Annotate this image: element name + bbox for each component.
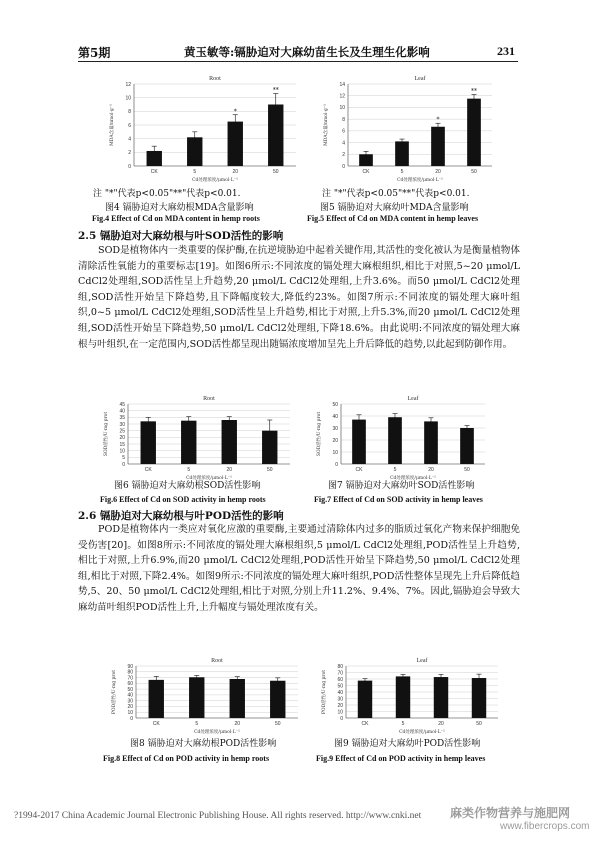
x-tick-label: 50 [476,721,482,727]
y-tick-label: 80 [337,663,343,670]
y-tick-label: 0 [122,461,125,468]
y-tick-label: 10 [332,449,338,456]
x-tick-label: 20 [226,467,233,473]
x-tick-label: 50 [266,467,273,473]
watermark-url: www.fibercrops.com [500,821,590,832]
bar [141,421,156,464]
y-tick-label: 60 [127,681,133,688]
fig4-caption-en: Fig.4 Effect of Cd on MDA content in hemp roots [92,214,260,223]
y-tick-label: 10 [119,448,125,455]
bar [388,417,402,464]
significance-label: ** [471,88,477,96]
bar [189,677,204,718]
y-tick-label: 30 [332,425,338,432]
y-tick-label: 20 [337,702,343,709]
section-2-5-body [78,243,520,352]
section-heading-2-5: 2.5 镉胁迫对大麻幼根与叶SOD活性的影响 [78,230,284,242]
x-tick-label: 20 [232,169,239,175]
bar [352,420,366,464]
y-axis-label: POD活性/U·mg prot [112,669,117,715]
fig9-caption-en: Fig.9 Effect of Cd on POD activity in hemp leaves [316,754,486,763]
issue-number: 第5期 [78,46,111,60]
x-tick-label: 50 [464,467,470,473]
y-tick-label: 6 [342,128,345,135]
x-tick-label: 5 [400,169,404,175]
y-tick-label: 5 [122,455,125,462]
y-tick-label: 40 [332,413,338,420]
y-axis-label: SOD活性/U·mg prot [317,411,322,457]
bar [230,679,245,718]
y-tick-label: 50 [332,401,338,408]
y-tick-label: 0 [335,461,338,468]
x-tick-label: 20 [438,721,444,727]
y-axis-label: MDA含量/nmol·g⁻¹ [110,104,115,146]
y-axis-label: SOD活性/U·mg prot [104,411,109,457]
bar [396,676,410,718]
x-tick-label: CK [144,467,152,473]
bar [395,141,409,166]
y-tick-label: 0 [128,163,131,170]
x-tick-label: CK [361,721,369,727]
y-tick-label: 14 [339,81,345,88]
y-tick-label: 2 [128,150,131,157]
section-2-6-paragraph: POD是植物体内一类应对氧化应激的重要酶,主要通过清除体内过多的脂质过氧化产物来保护细胞免受伤害[20]。如图8所示:不同浓度的镉处理大麻根组织,5 μmol/L CdCl2处理组,POD活性呈上升趋势,相比于对照,上升6.9%,而20 μmol/L CdCl2处理组,POD活性开始呈下降趋势,50 μmol/L CdCl2处理组,相比于对照,下降2.4%。如图9所示:不同浓度的镉处理大麻叶组织,POD活性整体呈现先上升后降低趋势,5、20、50 μmol/L CdCl2处理组,相比于对照,分别上升11.2%、9.4%、7%。因此,镉胁迫会导致大麻幼苗叶组织POD活性上升,上升幅度与镉处理浓度有关。 [78,524,520,613]
chart-fig7 [313,392,495,482]
chart-title: Root [203,396,215,402]
x-axis-label: Cd处理浓度/μmol·L⁻¹ [192,178,238,183]
y-tick-label: 20 [119,435,125,442]
chart-title: Root [209,76,221,82]
x-tick-label: 5 [393,467,397,473]
x-axis-label: Cd处理浓度/μmol·L⁻¹ [186,476,232,481]
x-tick-label: CK [152,721,160,727]
x-tick-label: 20 [428,467,434,473]
bar [222,420,237,464]
y-tick-label: 10 [127,710,133,717]
y-tick-label: 2 [342,152,345,159]
page-number: 231 [497,44,515,58]
fig9-caption-cn: 图9 镉胁迫对大麻幼叶POD活性影响 [334,739,481,749]
significance-note-right: 注 "*"代表p<0.05"**"代表p<0.01. [322,189,470,199]
significance-label: * [233,108,237,116]
x-tick-label: CK [355,467,363,473]
y-tick-label: 12 [125,81,131,88]
y-tick-label: 50 [127,686,133,693]
fig5-caption-en: Fig.5 Effect of Cd on MDA content in hemp leaves [307,214,479,223]
fig4-caption-cn: 图4 镉胁迫对大麻幼根MDA含量影响 [105,203,254,213]
bar [467,99,481,166]
x-axis-label: Cd处理浓度/μmol·L⁻¹ [399,730,445,735]
y-tick-label: 30 [119,421,125,428]
bar [270,681,285,718]
y-tick-label: 70 [127,675,133,682]
x-tick-label: CK [150,169,158,175]
bar [149,680,164,718]
y-axis-label: POD活性/U·mg prot [322,669,327,715]
y-tick-label: 90 [127,663,133,670]
y-tick-label: 40 [337,689,343,696]
chart-fig8 [108,654,308,736]
fig5-caption-cn: 图5 镉胁迫对大麻幼叶MDA含量影响 [320,203,469,213]
significance-label: * [436,116,440,124]
x-tick-label: 5 [187,467,191,473]
y-tick-label: 30 [337,696,343,703]
bar [358,681,372,718]
x-tick-label: 5 [195,721,199,727]
x-tick-label: 50 [471,169,477,175]
section-2-6-body [78,522,520,616]
y-tick-label: 0 [342,163,345,170]
y-tick-label: 25 [119,428,125,435]
x-tick-label: 50 [272,169,279,175]
y-tick-label: 40 [119,408,125,415]
chart-fig6 [100,392,300,482]
bar [472,678,486,718]
y-tick-label: 8 [342,116,345,123]
y-tick-label: 4 [128,136,131,143]
chart-fig5 [320,72,502,184]
significance-note-left: 注 "*"代表p<0.05"**"代表p<0.01. [93,189,241,199]
y-tick-label: 0 [130,715,133,722]
y-tick-label: 80 [127,669,133,676]
y-tick-label: 10 [339,105,345,112]
x-tick-label: 50 [274,721,281,727]
bar [424,421,438,464]
y-tick-label: 0 [340,715,343,722]
y-tick-label: 10 [337,709,343,716]
copyright-footer: ?1994-2017 China Academic Journal Electronic Publishing House. All rights reserved. http://www.cnki.net [14,811,422,821]
y-axis-label: MDA含量/nmol·g⁻¹ [324,104,329,146]
x-tick-label: 5 [401,721,405,727]
header-rule [78,61,518,62]
fig6-caption-cn: 图6 镉胁迫对大麻幼根SOD活性影响 [114,481,261,491]
x-tick-label: CK [362,169,370,175]
y-tick-label: 35 [119,415,125,422]
fig8-caption-en: Fig.8 Effect of Cd on POD activity in hemp roots [103,754,270,763]
y-tick-label: 70 [337,670,343,677]
bar [460,428,474,464]
bar [434,677,448,718]
chart-title: Leaf [414,76,426,82]
y-tick-label: 8 [128,109,131,116]
chart-title: Root [211,658,223,664]
x-axis-label: Cd处理浓度/μmol·L⁻¹ [390,476,436,481]
watermark-title: 麻类作物营养与施肥网 [450,806,571,820]
chart-fig9 [318,654,508,736]
x-axis-label: Cd处理浓度/μmol·L⁻¹ [194,730,240,735]
y-tick-label: 6 [128,122,131,129]
x-tick-label: 20 [435,169,441,175]
y-tick-label: 30 [127,698,133,705]
x-tick-label: 20 [234,721,241,727]
chart-title: Leaf [416,658,428,664]
section-heading-2-6: 2.6 镉胁迫对大麻幼根与叶POD活性的影响 [78,510,284,522]
y-tick-label: 40 [127,692,133,699]
bar [431,127,445,166]
fig7-caption-cn: 图7 镉胁迫对大麻幼叶SOD活性影响 [328,481,475,491]
chart-fig4 [106,72,306,184]
y-tick-label: 20 [332,437,338,444]
y-tick-label: 15 [119,441,125,448]
y-tick-label: 10 [125,95,131,102]
section-2-5-paragraph: SOD是植物体内一类重要的保护酶,在抗逆境胁迫中起着关键作用,其活性的变化被认为是衡量植物体清除活性氧能力的重要标志[19]。如图6所示:不同浓度的镉处理大麻根组织,相比于对照,5~20 μmol/L CdCl2处理组,SOD活性呈上升趋势,20 μmol/L CdCl2处理组,上升3.6%。而50 μmol/L CdCl2处理组,SOD活性开始呈下降趋势,且下降幅度较大,降低约23%。如图7所示:不同浓度的镉处理大麻叶组织,0~5 μmol/L CdCl2处理组,SOD活性呈上升趋势,相比于对照,上升5.3%,而20 μmol/L CdCl2处理组,SOD活性开始呈下降趋势,50 μmol/L CdCl2处理组,下降18.6%。由此说明:不同浓度的镉处理大麻根与叶组织,在一定范围内,SOD活性都呈现出随镉浓度增加呈先上升后降低的趋势,以此起到防御作用。 [78,245,520,350]
fig6-caption-en: Fig.6 Effect of Cd on SOD activity in hemp roots [100,495,266,504]
chart-title: Leaf [407,396,419,402]
significance-label: ** [272,87,279,95]
y-tick-label: 50 [337,683,343,690]
y-tick-label: 4 [342,140,345,147]
fig7-caption-en: Fig.7 Effect of Cd on SOD activity in hemp leaves [314,495,483,504]
y-tick-label: 20 [127,704,133,711]
y-tick-label: 12 [339,93,345,100]
bar [181,421,196,464]
y-tick-label: 60 [337,676,343,683]
y-tick-label: 45 [119,401,125,408]
x-axis-label: Cd处理浓度/μmol·L⁻¹ [397,178,443,183]
fig8-caption-cn: 图8 镉胁迫对大麻幼根POD活性影响 [130,739,277,749]
x-tick-label: 5 [193,169,197,175]
running-title: 黄玉敏等:镉胁迫对大麻幼苗生长及生理生化影响 [184,45,430,59]
